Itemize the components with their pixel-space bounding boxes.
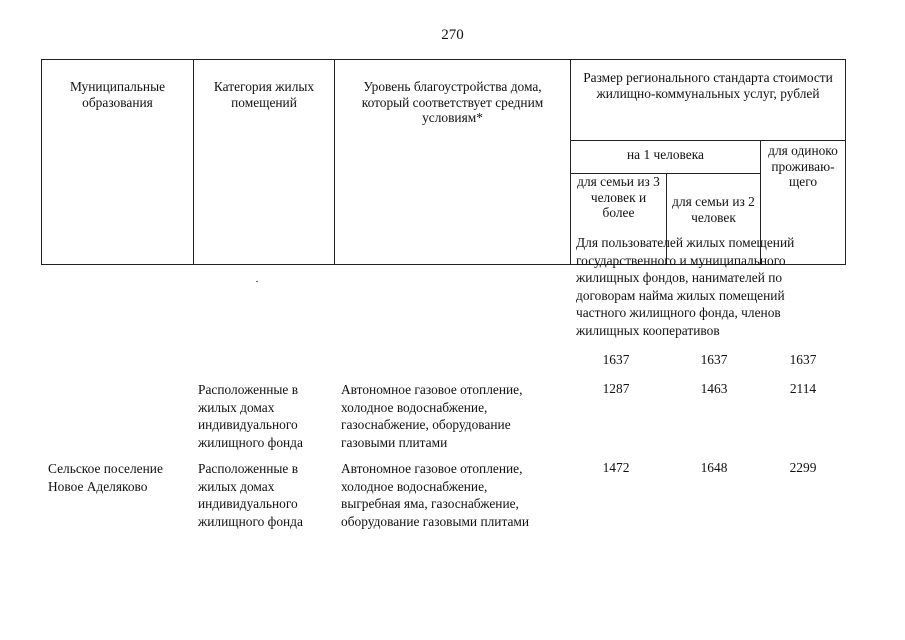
page-number: 270: [441, 27, 464, 43]
row2-family2-value: 1648: [700, 460, 728, 475]
section-title: Для пользователей жилых помещений государственного и муниципального жилищных фондов, нанимателей по договорам найма жилых помещений частного жилищного фонда, членов жилищных кооперативов: [576, 235, 795, 338]
stray-mark: [256, 281, 258, 282]
family2-header: для семьи из 2 человек: [667, 174, 761, 265]
row2-level: Автономное газовое отопление, холодное водоснабжение, выгребная яма, газоснабжение, оборудование газовыми плитами: [341, 461, 530, 529]
row2-category: Расположенные в жилых домах индивидуального жилищного фонда: [198, 461, 303, 529]
col-level-header: Уровень благоустройства дома, который соответствует средним условиям*: [335, 60, 571, 265]
single-header: для одиноко проживаю-щего: [761, 141, 846, 265]
row1-level: Автономное газовое отопление, холодное водоснабжение, газоснабжение, оборудование газовыми плитами: [341, 382, 523, 450]
row0-single-value: 1637: [789, 352, 817, 367]
per-person-header: на 1 человека: [571, 141, 761, 174]
col-category-header: Категория жилых помещений: [194, 60, 335, 265]
row1-family2-value: 1463: [700, 381, 728, 396]
family3-header: для семьи из 3 человек и более: [571, 174, 667, 265]
row1-family3-value: 1287: [602, 381, 630, 396]
col-size-header: Размер регионального стандарта стоимости жилищно-коммунальных услуг, рублей: [571, 60, 846, 141]
row2-municipality: Сельское поселение Новое Аделяково: [48, 461, 163, 494]
row2-family3-value: 1472: [602, 460, 630, 475]
col-municipal-header: Муниципальные образования: [42, 60, 194, 265]
row0-family3-value: 1637: [602, 352, 630, 367]
row1-single-value: 2114: [789, 381, 817, 396]
row1-category: Расположенные в жилых домах индивидуального жилищного фонда: [198, 382, 303, 450]
row2-single-value: 2299: [789, 460, 817, 475]
row0-family2-value: 1637: [700, 352, 728, 367]
